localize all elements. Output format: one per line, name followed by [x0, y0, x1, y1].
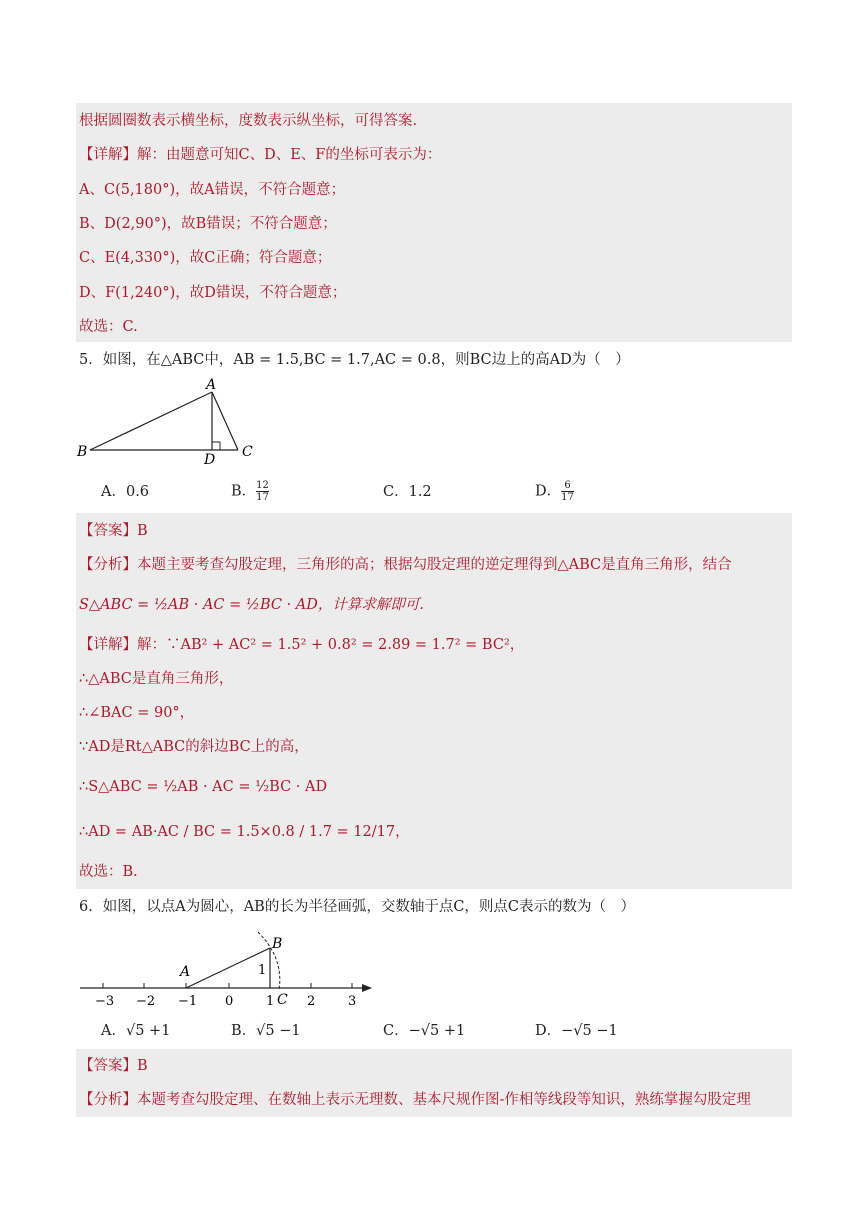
question-5-stem: 5．如图，在△ABC中，AB = 1.5,BC = 1.7,AC = 0.8，则BC边上的高AD为（ ） [79, 352, 630, 368]
conclusion-q4: 故选：C. [79, 319, 138, 335]
q5-detail-3: ∵AD是Rt△ABC的斜边BC上的高， [79, 739, 309, 755]
analysis-tail: 根据圆圈数表示横坐标，度数表示纵坐标，可得答案. [79, 113, 418, 129]
tick-marks [103, 983, 352, 988]
q5-detail-1: ∴△ABC是直角三角形， [79, 671, 234, 687]
q5-option-a[interactable]: A．0.6 [101, 484, 150, 500]
q5-detail-0: 【详解】解：∵AB² + AC² = 1.5² + 0.8² = 2.89 = 1.7² = BC²， [79, 637, 525, 653]
q6-analysis: 【分析】本题考查勾股定理、在数轴上表示无理数、基本尺规作图-作相等线段等知识，熟练掌握勾股定理 [79, 1092, 751, 1108]
q6-option-d[interactable]: D．−√5 −1 [535, 1023, 618, 1039]
detail-line [79, 145, 441, 165]
label-point-a: A [180, 964, 191, 980]
q5-analysis: 【分析】本题主要考查勾股定理，三角形的高；根据勾股定理的逆定理得到△ABC是直角三角形，结合 [79, 557, 732, 573]
q5-option-b-label: B． [231, 483, 257, 500]
option-line-d: D、F(1,240°)，故D错误，不符合题意； [79, 285, 347, 301]
tick-label-neg3: −3 [95, 994, 115, 1009]
triangle-figure [72, 375, 272, 465]
q6-option-b[interactable]: B．√5 −1 [231, 1023, 301, 1039]
label-c: C [242, 444, 253, 460]
tick-label-0: 0 [225, 994, 234, 1009]
q5-detail-2: ∴∠BAC = 90°， [79, 705, 195, 721]
tick-label-3: 3 [348, 994, 357, 1009]
option-line-b: B、D(2,90°)，故B错误；不符合题意； [79, 216, 337, 232]
option-line-c: C、E(4,330°)，故C正确；符合题意； [79, 250, 332, 266]
q5-detail-5: ∴AD = AB·AC / BC = 1.5×0.8 / 1.7 = 12/17， [79, 824, 410, 840]
label-point-b: B [272, 936, 283, 952]
conclusion-q5: 故选：B. [79, 864, 138, 880]
option-line-a: A、C(5,180°)，故A错误，不符合题意； [79, 182, 346, 198]
detail-text: 解：由题意可知C、D、E、F的坐标可表示为： [137, 147, 442, 163]
tick-label-1: 1 [266, 994, 275, 1009]
q6-option-a[interactable]: A．√5 +1 [101, 1023, 171, 1039]
label-a: A [206, 377, 217, 393]
number-line-figure [72, 928, 382, 1010]
tick-label-neg1: −1 [178, 994, 198, 1009]
fraction-6-17: $\frac{6}{17}$ [561, 480, 574, 503]
q5-analysis-formula: S△ABC = ½AB · AC = ½BC · AD，计算求解即可. [79, 597, 424, 613]
q6-option-c[interactable]: C．−√5 +1 [383, 1023, 466, 1039]
q5-answer: 【答案】B [79, 523, 148, 539]
label-d: D [204, 452, 216, 465]
label-b: B [77, 444, 88, 460]
question-6-stem: 6．如图，以点A为圆心，AB的长为半径画弧，交数轴于点C，则点C表示的数为（ ） [79, 899, 636, 915]
q5-detail-4: ∴S△ABC = ½AB · AC = ½BC · AD [79, 779, 328, 795]
q5-option-b[interactable] [231, 480, 269, 503]
q5-answer-value: B [137, 523, 148, 539]
tick-label-neg2: −2 [136, 994, 156, 1009]
q6-answer: 【答案】B [79, 1058, 148, 1074]
label-point-c: C [277, 992, 288, 1008]
q5-option-d[interactable] [535, 480, 574, 503]
q5-option-c[interactable]: C．1.2 [383, 484, 432, 500]
axis-arrow [362, 984, 372, 992]
detail-tag: 【详解】 [79, 147, 137, 163]
q6-answer-value: B [137, 1058, 148, 1074]
tick-label-2: 2 [307, 994, 316, 1009]
right-angle-mark [212, 442, 220, 450]
q5-option-d-label: D． [535, 483, 562, 500]
fraction-12-17: $\frac{12}{17}$ [256, 480, 269, 503]
side-ab [90, 392, 212, 450]
label-one: 1 [258, 963, 267, 978]
side-ac [212, 392, 238, 450]
